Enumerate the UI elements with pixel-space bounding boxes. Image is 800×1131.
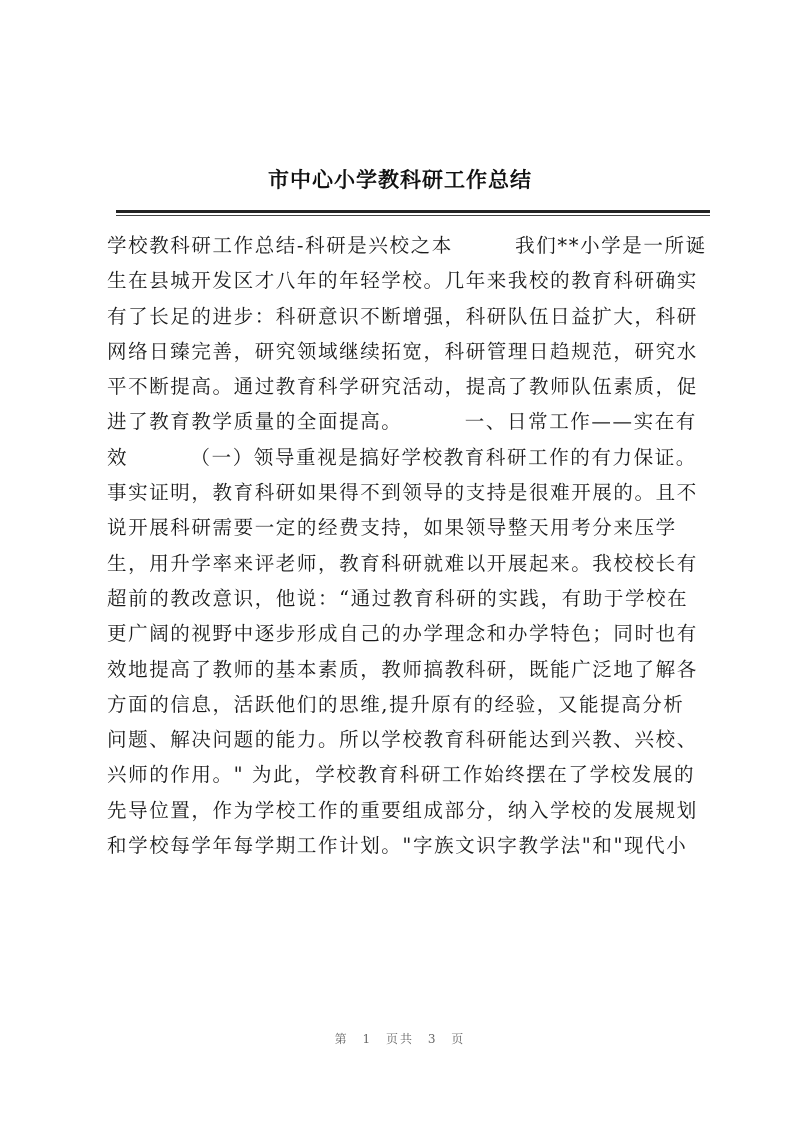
- body-line: 有了长足的进步：科研意识不断增强，科研队伍日益扩大，科研: [107, 304, 698, 328]
- footer-prefix: 第: [334, 1032, 349, 1046]
- body-line: 进了教育教学质量的全面提高。 一、日常工作——实在有: [107, 410, 697, 434]
- title-divider-thin: [116, 215, 710, 216]
- body-line: 事实证明，教育科研如果得不到领导的支持是很难开展的。且不: [107, 481, 698, 505]
- page-footer: [0, 1030, 800, 1047]
- body-line: 效 （一）领导重视是搞好学校教育科研工作的有力保证。: [107, 445, 697, 469]
- body-line: 网络日臻完善，研究领域继续拓宽，科研管理日趋规范，研究水: [107, 339, 698, 363]
- body-line: 先导位置，作为学校工作的重要组成部分，纳入学校的发展规划: [107, 798, 698, 822]
- footer-middle: 页共: [385, 1032, 414, 1046]
- body-line: 生在县城开发区才八年的年轻学校。几年来我校的教育科研确实: [107, 269, 698, 293]
- body-line: 学校教科研工作总结-科研是兴校之本 我们**小学是一所诞: [107, 234, 707, 257]
- body-line: 更广阔的视野中逐步形成自己的办学理念和办学特色；同时也有: [107, 622, 698, 646]
- body-line: 和学校每学年每学期工作计划。"字族文识字教学法"和"现代小: [107, 834, 688, 858]
- body-line: 超前的教改意识，他说：“通过教育科研的实践，有助于学校在: [107, 586, 689, 610]
- body-line: 问题、解决问题的能力。所以学校教育科研能达到兴教、兴校、: [107, 728, 698, 752]
- body-line: 效地提高了教师的基本素质，教师搞教科研，既能广泛地了解各: [107, 657, 698, 681]
- footer-current-page: 1: [362, 1032, 373, 1046]
- body-line: 生，用升学率来评老师，教育科研就难以开展起来。我校校长有: [107, 551, 698, 575]
- body-line: 兴师的作用。" 为此，学校教育科研工作始终摆在了学校发展的: [107, 763, 696, 787]
- page-title: 市中心小学教科研工作总结: [268, 168, 532, 192]
- body-line: 平不断提高。通过教育科学研究活动，提高了教师队伍素质，促: [107, 375, 698, 399]
- title-divider-thick: [116, 210, 710, 213]
- footer-suffix: 页: [451, 1032, 466, 1046]
- body-line: 方面的信息，活跃他们的思维,提升原有的经验，又能提高分析: [107, 692, 685, 716]
- body-text: [107, 228, 713, 863]
- footer-total-pages: 3: [427, 1032, 438, 1046]
- body-line: 说开展科研需要一定的经费支持，如果领导整天用考分来压学: [107, 516, 677, 540]
